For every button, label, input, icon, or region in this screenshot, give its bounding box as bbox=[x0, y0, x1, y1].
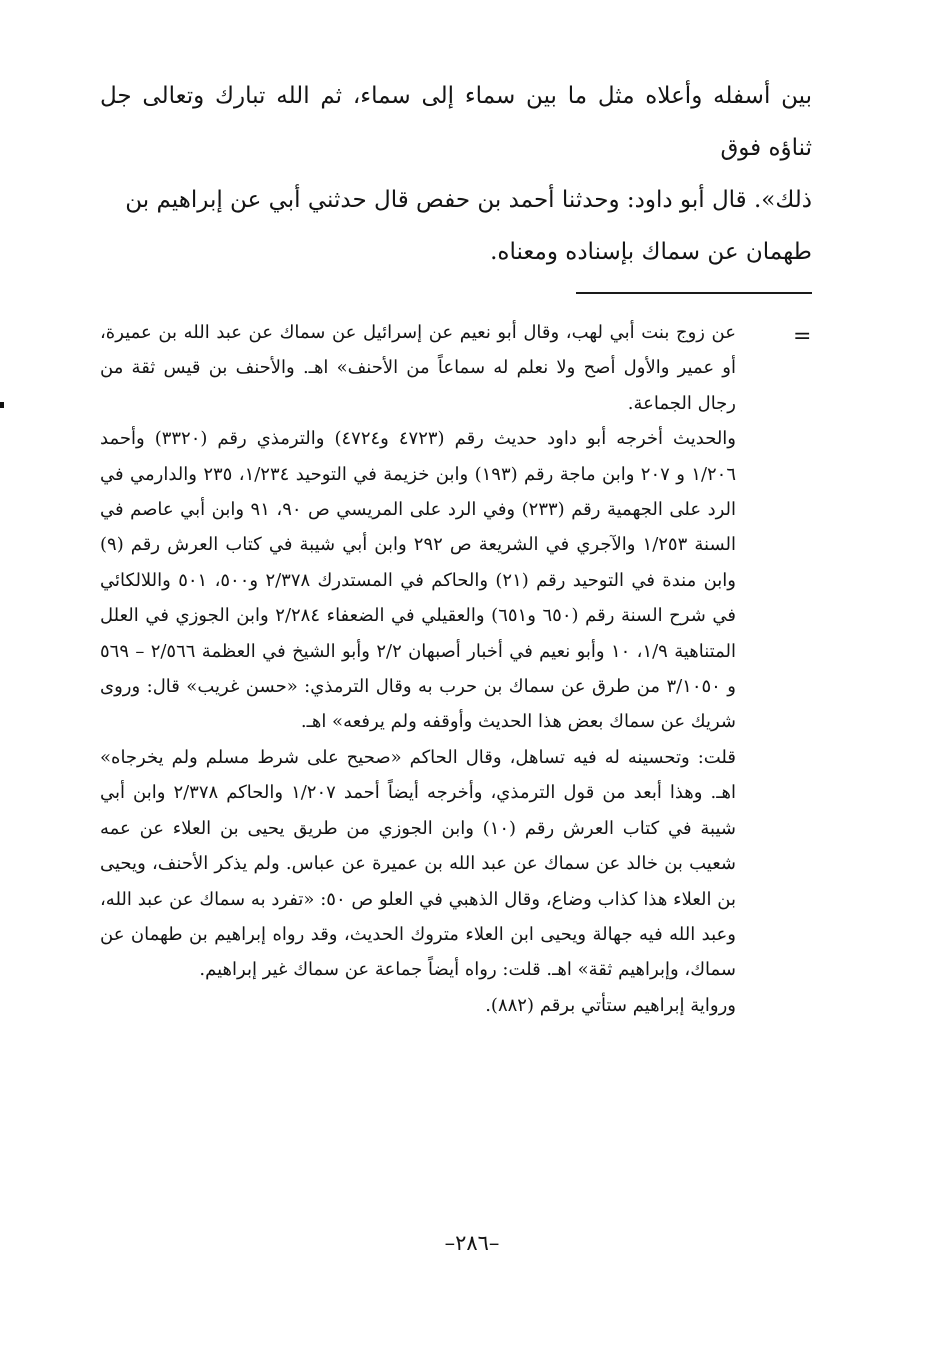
footnotes bbox=[100, 315, 736, 1023]
scan-margin-mark bbox=[0, 402, 4, 408]
main-text-line-1: بين أسفله وأعلاه مثل ما بين سماء إلى سماء، ثم الله تبارك وتعالى جل ثناؤه فوق bbox=[100, 83, 812, 161]
footnote-paragraph-4: ورواية إبراهيم ستأتي برقم (٨٨٢). bbox=[485, 994, 736, 1016]
footnote-separator-rule bbox=[576, 292, 812, 294]
footnote-paragraph-1: عن زوج بنت أبي لهب، وقال أبو نعيم عن إسرائيل عن سماك عن عبد الله بن عميرة، أو عمير والأول أصح ولا نعلم له سماعاً من الأحنف» اهـ. والأحنف بن قيس ثقة من رجال الجماعة. bbox=[100, 322, 736, 414]
footnote-continuation-mark: = bbox=[793, 324, 812, 349]
page-number: –٢٨٦– bbox=[444, 1231, 500, 1255]
footnote-paragraph-3: قلت: وتحسينه له فيه تساهل، وقال الحاكم «صحيح على شرط مسلم ولم يخرجاه» اهـ. وهذا أبعد من قول الترمذي، وأخرجه أيضاً أحمد ١/٢٠٧ والحاكم ٢/٣٧٨ وابن أبي شيبة في كتاب العرش رقم (١٠) وابن الجوزي من طريق يحيى بن العلاء عن عمه شعيب بن خالد عن سماك عن عبد الله بن عميرة عن عباس. ولم يذكر الأحنف، ويحيى بن العلاء هذا كذاب وضاع، وقال الذهبي في العلو ص ٥٠: «تفرد به سماك عن عبد الله، وعبد الله فيه جهالة ويحيى ابن العلاء متروك الحديث، وقد رواه إبراهيم بن طهمان عن سماك، وإبراهيم ثقة» اهـ. قلت: رواه أيضاً جماعة عن سماك غير إبراهيم. bbox=[100, 746, 737, 981]
footnote-paragraph-2: والحديث أخرجه أبو داود حديث رقم (٤٧٢٣ و٤٧٢٤) والترمذي رقم (٣٣٢٠) وأحمد ١/٢٠٦ و ٢٠٧ وابن ماجة رقم (١٩٣) وابن خزيمة في التوحيد ١/٢٣٤، ٢٣٥ والدارمي في الرد على الجهمية رقم (٢٣٣) وفي الرد على المريسي ص ٩٠، ٩١ وابن أبي عاصم في السنة ١/٢٥٣ والآجري في الشريعة ص ٢٩٢ وابن أبي شيبة في كتاب العرش رقم (٩) وابن مندة في التوحيد رقم (٢١) والحاكم في المستدرك ٢/٣٧٨ و٥٠٠، ٥٠١ واللالكائي في شرح السنة رقم (٦٥٠ و٦٥١) والعقيلي في الضعفاء ٢/٢٨٤ وابن الجوزي في العلل المتناهية ١/٩، ١٠ وأبو نعيم في أخبار أصبهان ٢/٢ وأبو الشيخ في العظمة ٢/٥٦٦ – ٥٦٩ و ٣/١٠٥٠ من طرق عن سماك بن حرب به وقال الترمذي: «حسن غريب» قال: وروى شريك عن سماك بعض هذا الحديث وأوقفه ولم يرفعه» اهـ. bbox=[100, 428, 737, 733]
main-text-line-3: طهمان عن سماك بإسناده ومعناه. bbox=[490, 239, 812, 265]
main-text-line-2: ذلك». قال أبو داود: وحدثنا أحمد بن حفص قال حدثني أبي عن إبراهيم بن bbox=[125, 187, 812, 213]
main-text bbox=[100, 70, 812, 278]
